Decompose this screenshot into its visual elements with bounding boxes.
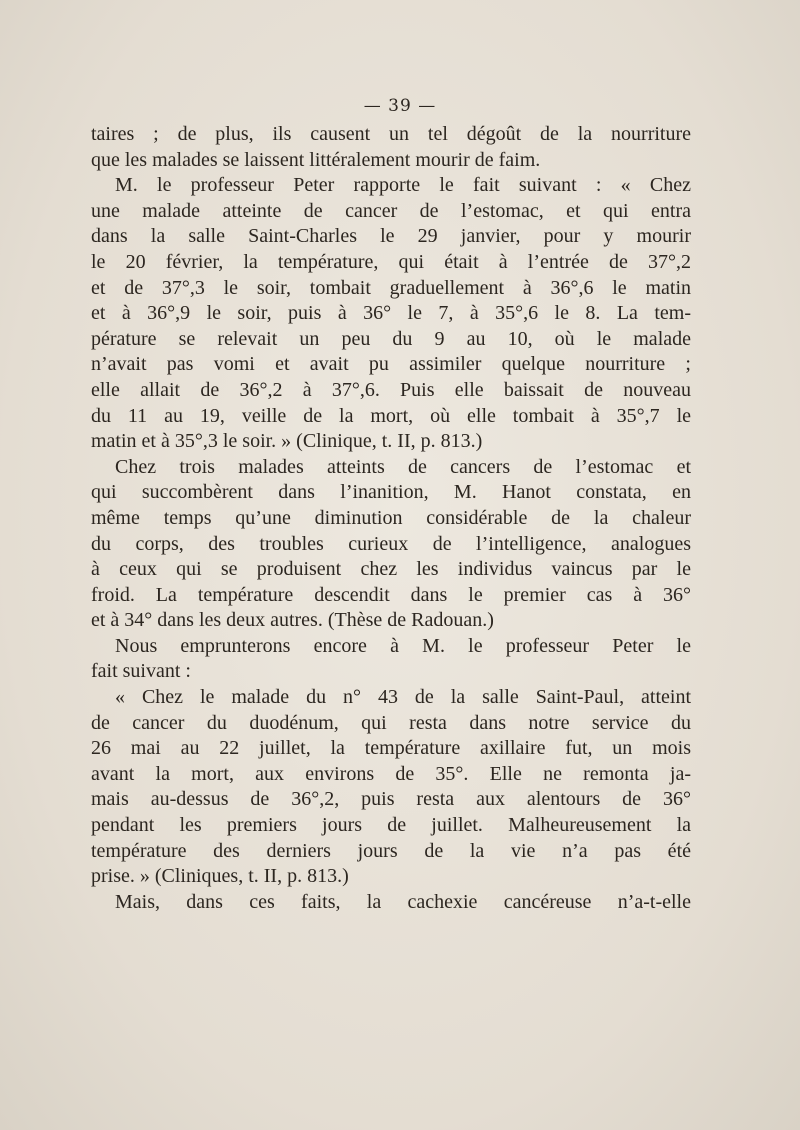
text-line: de cancer du duodénum, qui resta dans notre service du [91, 711, 691, 734]
text-line: mais au-dessus de 36°,2, puis resta aux alentours de 36° [91, 788, 691, 811]
text-line: une malade atteinte de cancer de l’estomac, et qui entra [91, 199, 691, 222]
text-line: le 20 février, la température, qui était à l’entrée de 37°,2 [91, 250, 691, 273]
text-line: froid. La température descendit dans le premier cas à 36° [91, 583, 691, 606]
text-line: qui succombèrent dans l’inanition, M. Hanot constata, en [91, 481, 691, 504]
text-line: M. le professeur Peter rapporte le fait suivant : « Chez [115, 174, 691, 197]
text-line: « Chez le malade du n° 43 de la salle Saint-Paul, atteint [115, 686, 691, 709]
text-line: et de 37°,3 le soir, tombait graduellement à 36°,6 le matin [91, 276, 691, 299]
text-line: que les malades se laissent littéralement mourir de faim. [91, 148, 541, 171]
text-line: et à 34° dans les deux autres. (Thèse de Radouan.) [91, 609, 494, 632]
text-line: et à 36°,9 le soir, puis à 36° le 7, à 35°,6 le 8. La tem- [91, 302, 691, 325]
text-line: même temps qu’une diminution considérable de la chaleur [91, 506, 691, 529]
text-line: taires ; de plus, ils causent un tel dégoût de la nourriture [91, 123, 691, 145]
text-line: fait suivant : [91, 660, 191, 683]
text-line: Mais, dans ces faits, la cachexie cancéreuse n’a-t-elle [115, 890, 691, 913]
page-number: — 39 — [363, 96, 437, 116]
text-line: prise. » (Cliniques, t. II, p. 813.) [91, 865, 349, 888]
text-line: matin et à 35°,3 le soir. » (Clinique, t. II, p. 813.) [91, 430, 483, 453]
text-line: température des derniers jours de la vie n’a pas été [91, 839, 691, 862]
text-line: Chez trois malades atteints de cancers de l’estomac et [115, 455, 691, 478]
text-line: à ceux qui se produisent chez les individus vaincus par le [91, 558, 691, 581]
body-text [91, 122, 691, 915]
text-line: du corps, des troubles curieux de l’intelligence, analogues [91, 532, 691, 555]
text-line: du 11 au 19, veille de la mort, où elle tombait à 35°,7 le [91, 404, 691, 427]
text-line: 26 mai au 22 juillet, la température axillaire fut, un mois [91, 737, 691, 760]
text-line: pendant les premiers jours de juillet. Malheureusement la [91, 814, 691, 837]
text-line: n’avait pas vomi et avait pu assimiler quelque nourriture ; [91, 353, 691, 376]
text-line: dans la salle Saint-Charles le 29 janvier, pour y mourir [91, 225, 691, 248]
text-line: pérature se relevait un peu du 9 au 10, où le malade [91, 327, 691, 350]
text-line: Nous emprunterons encore à M. le professeur Peter le [115, 634, 691, 657]
text-line: avant la mort, aux environs de 35°. Elle ne remonta ja- [91, 762, 691, 785]
text-line: elle allait de 36°,2 à 37°,6. Puis elle baissait de nouveau [91, 378, 691, 401]
